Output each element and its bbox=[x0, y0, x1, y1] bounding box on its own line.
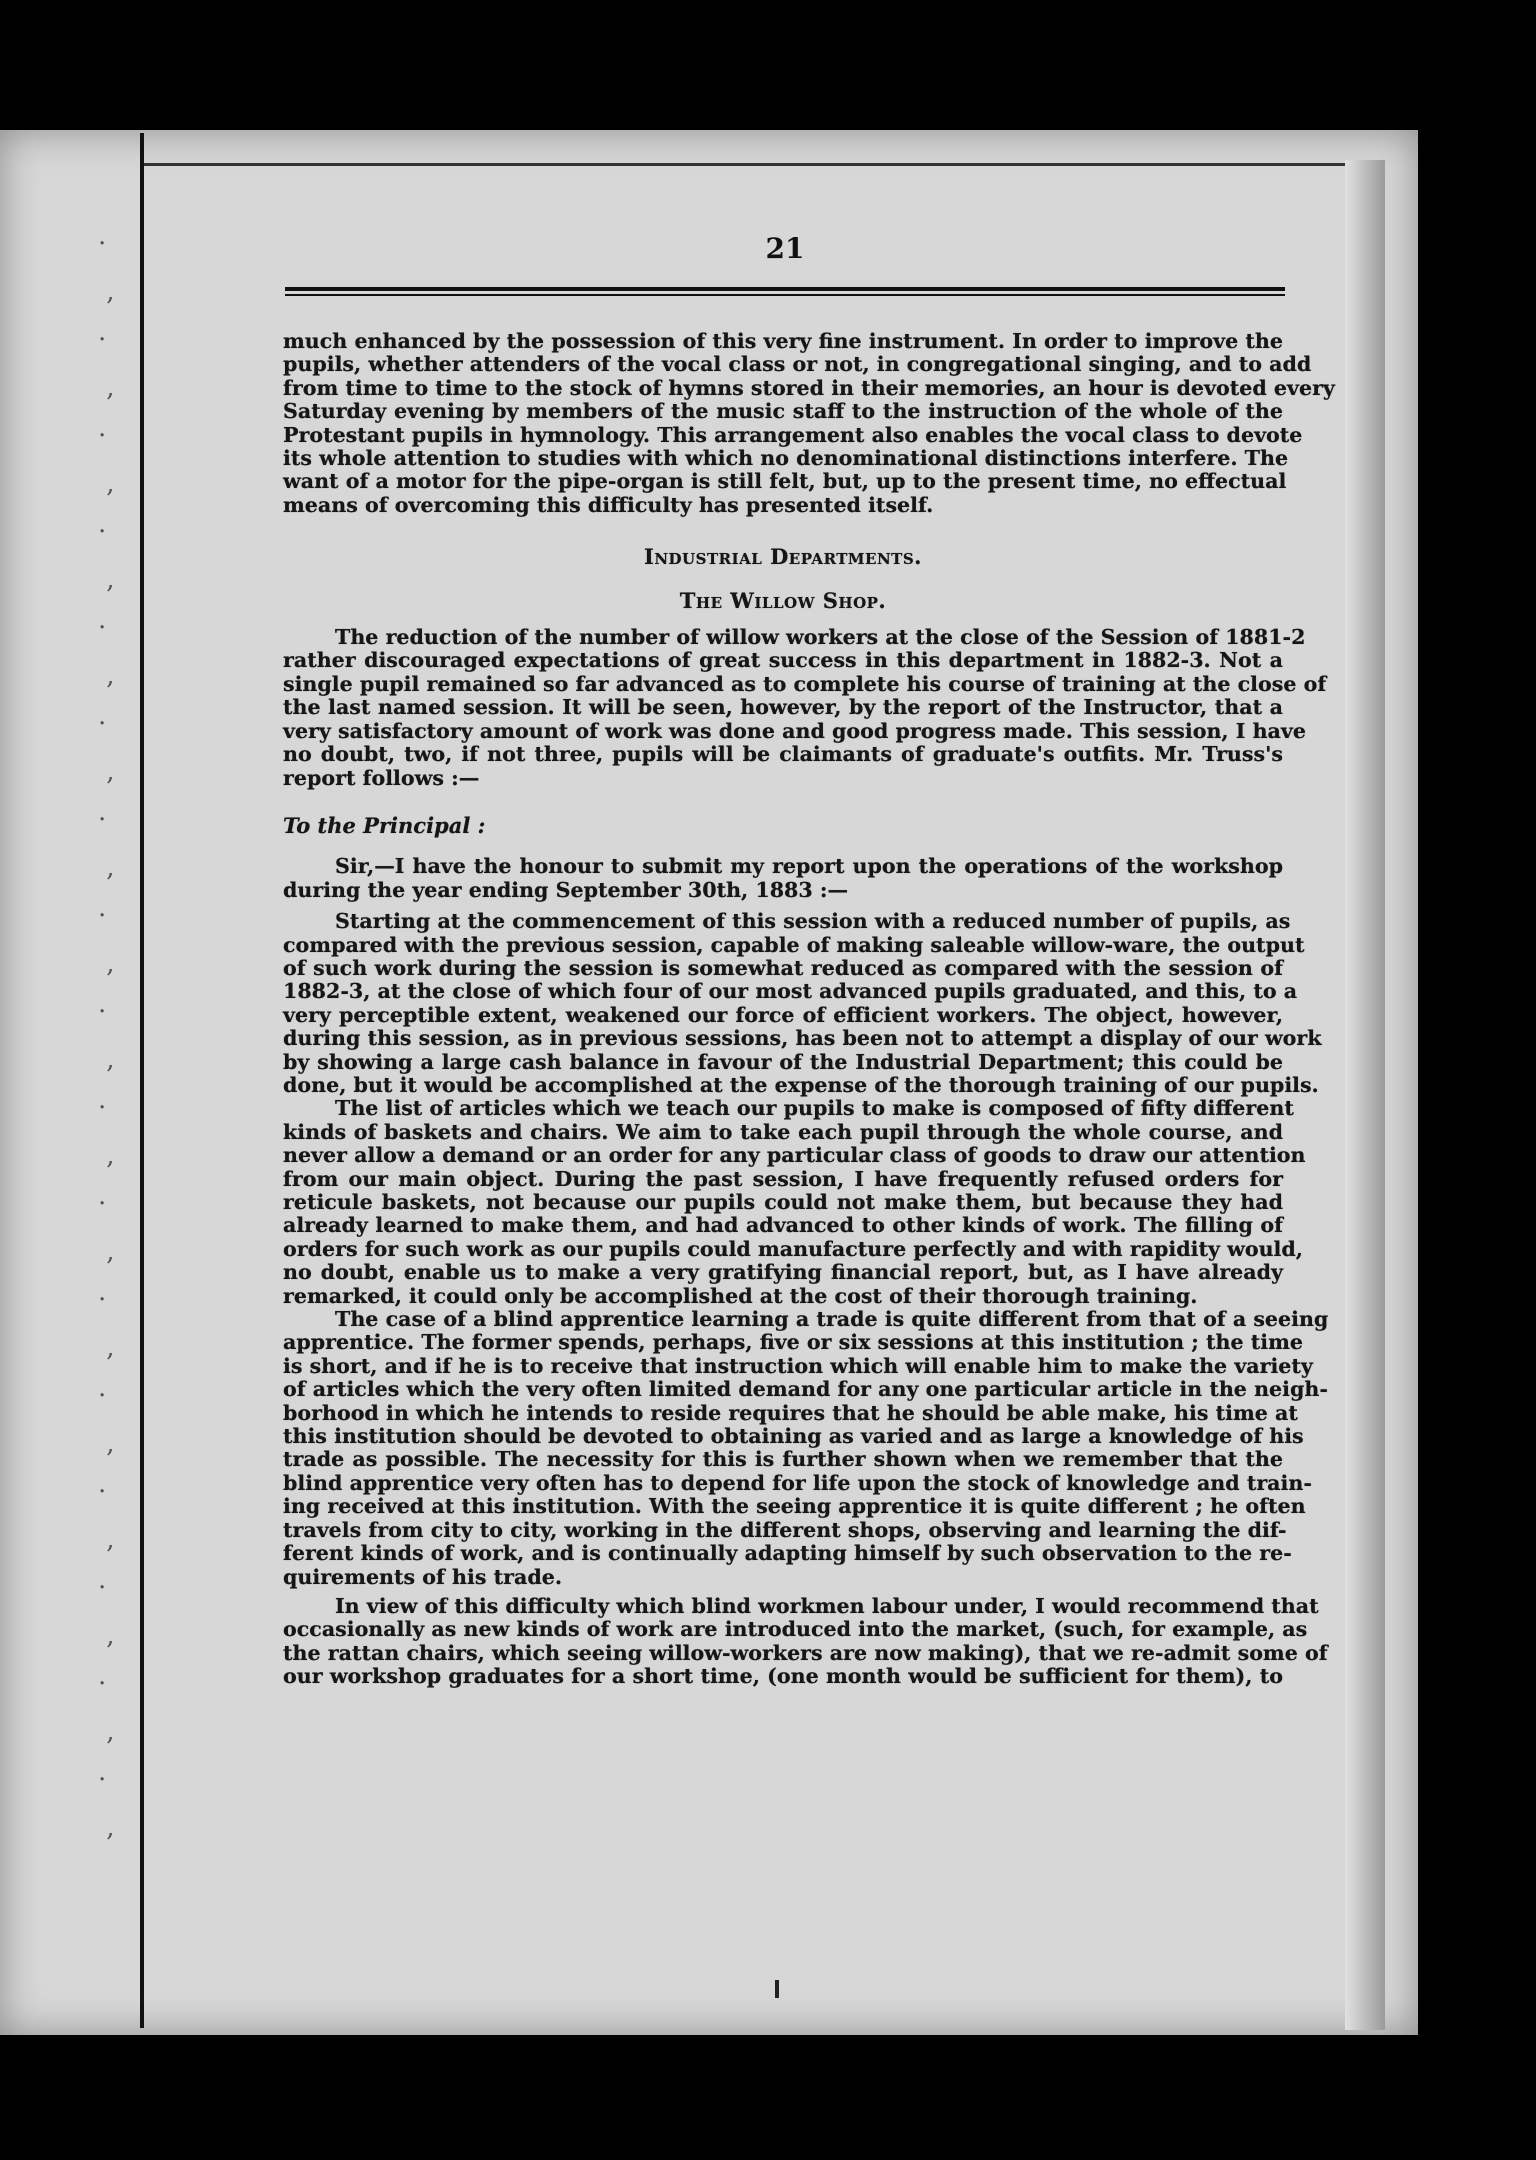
text-line: very perceptible extent, weakened our force of efficient workers. The object, however, bbox=[283, 1002, 1283, 1027]
text-line: travels from city to city, working in the different shops, observing and learning the dif- bbox=[283, 1517, 1287, 1542]
text-line: apprentice. The former spends, perhaps, five or six sessions at this institution ; the time bbox=[283, 1330, 1304, 1355]
text-line: of such work during the session is somewhat reduced as compared with the session of bbox=[283, 955, 1283, 980]
text-line: In view of this difficulty which blind workmen labour under, I would recommend that bbox=[335, 1593, 1319, 1618]
text-line: The case of a blind apprentice learning a trade is quite different from that of a seeing bbox=[335, 1307, 1329, 1332]
text-line: report follows :— bbox=[283, 765, 480, 790]
page-number: 21 bbox=[765, 232, 805, 265]
text-line: remarked, it could only be accomplished at the cost of their thorough training. bbox=[283, 1283, 1198, 1308]
text-line: very satisfactory amount of work was done and good progress made. This session, I have bbox=[283, 718, 1306, 743]
margin-stitch-marks: · , · , · , · , · , · , · , · , · , · , · , · , · , · , · , · , · , bbox=[98, 229, 115, 1843]
text-line: much enhanced by the possession of this very fine instrument. In order to improve the bbox=[283, 329, 1283, 353]
text-line: kinds of baskets and chairs. We aim to take each pupil through the whole course, and bbox=[283, 1119, 1283, 1144]
text-line: compared with the previous session, capable of making saleable willow-ware, the output bbox=[283, 932, 1305, 957]
text-line: want of a motor for the pipe-organ is still felt, but, up to the present time, no effectual bbox=[283, 469, 1287, 494]
text-line: occasionally as new kinds of work are introduced into the market, (such, for example, as bbox=[283, 1617, 1308, 1642]
text-line: its whole attention to studies with which no denominational distinctions interfere. The bbox=[283, 446, 1289, 471]
text-line: 1882-3, at the close of which four of our most advanced pupils graduated, and this, to a bbox=[283, 979, 1298, 1004]
text-line: quirements of his trade. bbox=[283, 1564, 562, 1589]
text-line: from our main object. During the past session, I have frequently refused orders for bbox=[283, 1166, 1283, 1191]
binding-edge bbox=[140, 133, 144, 2028]
bottom-printer-mark bbox=[775, 1980, 779, 1998]
text-line: Starting at the commencement of this session with a reduced number of pupils, as bbox=[335, 909, 1291, 934]
text-line: blind apprentice very often has to depend for life upon the stock of knowledge and train- bbox=[283, 1470, 1312, 1495]
text-line: reticule baskets, not because our pupils could not make them, but because they had bbox=[283, 1190, 1283, 1214]
text-line: the rattan chairs, which seeing willow-workers are now making), that we re-admit some of bbox=[283, 1640, 1328, 1665]
text-line: no doubt, enable us to make a very gratifying financial report, but, as I have already bbox=[283, 1260, 1283, 1285]
header-rule-thin bbox=[285, 294, 1285, 296]
text-line: our workshop graduates for a short time, (one month would be sufficient for them), to bbox=[283, 1664, 1283, 1689]
paragraph bbox=[283, 625, 1327, 790]
text-line: trade as possible. The necessity for this is further shown when we remember that the bbox=[283, 1447, 1283, 1472]
text-line: is short, and if he is to receive that instruction which will enable him to make the variety bbox=[283, 1353, 1313, 1378]
text-line: Sir,—I have the honour to submit my report upon the operations of the workshop bbox=[335, 854, 1283, 879]
text-line: by showing a large cash balance in favour of the Industrial Department; this could be bbox=[283, 1049, 1283, 1074]
text-line: borhood in which he intends to reside requires that he should be able make, his time at bbox=[283, 1400, 1298, 1425]
header-rule-thick bbox=[285, 287, 1285, 291]
subsection-heading: The Willow Shop. bbox=[679, 587, 887, 613]
text-line: already learned to make them, and had advanced to other kinds of work. The filling of bbox=[283, 1213, 1283, 1238]
page-right-shadow bbox=[1345, 160, 1385, 2030]
text-line: pupils, whether attenders of the vocal class or not, in congregational singing, and to add bbox=[283, 352, 1312, 377]
text-line: no doubt, two, if not three, pupils will be claimants of graduate's outfits. Mr. Truss's bbox=[283, 742, 1283, 767]
paragraph bbox=[283, 329, 1335, 517]
paragraph bbox=[283, 1593, 1328, 1689]
text-line: means of overcoming this difficulty has presented itself. bbox=[283, 492, 934, 517]
text-line: Protestant pupils in hymnology. This arrangement also enables the vocal class to devote bbox=[283, 422, 1303, 447]
text-line: rather discouraged expectations of great success in this department in 1882-3. Not a bbox=[283, 648, 1283, 673]
text-line: done, but it would be accomplished at the expense of the thorough training of our pupils. bbox=[283, 1072, 1319, 1097]
text-line: never allow a demand or an order for any particular class of goods to draw our attention bbox=[283, 1143, 1306, 1168]
text-line: orders for such work as our pupils could manufacture perfectly and with rapidity would, bbox=[283, 1236, 1303, 1261]
text-line: the last named session. It will be seen, however, by the report of the Instructor, that a bbox=[283, 695, 1283, 720]
paragraph bbox=[283, 1307, 1329, 1589]
text-line: single pupil remained so far advanced as to complete his course of training at the close of bbox=[283, 671, 1327, 696]
paragraph bbox=[283, 1096, 1306, 1308]
section-heading: Industrial Departments. bbox=[644, 544, 922, 570]
text-line: of articles which the very often limited demand for any one particular article in the neigh- bbox=[283, 1377, 1328, 1402]
text-line: ferent kinds of work, and is continually adapting himself by such observation to the re- bbox=[283, 1541, 1292, 1566]
text-line: during the year ending September 30th, 1883 :— bbox=[283, 877, 849, 902]
text-line: ing received at this institution. With the seeing apprentice it is quite different ; he often bbox=[283, 1494, 1306, 1519]
text-line: The reduction of the number of willow workers at the close of the Session of 1881-2 bbox=[335, 625, 1306, 650]
page-top-edge bbox=[140, 163, 1380, 166]
text-line: this institution should be devoted to obtaining as varied and as large a knowledge of his bbox=[283, 1424, 1304, 1449]
paragraph bbox=[283, 909, 1322, 1097]
text-line: from time to time to the stock of hymns stored in their memories, an hour is devoted every bbox=[283, 375, 1335, 400]
text-line: The list of articles which we teach our pupils to make is composed of fifty different bbox=[335, 1096, 1294, 1121]
paragraph bbox=[283, 855, 1283, 902]
text-line: during this session, as in previous sessions, has been not to attempt a display of our work bbox=[283, 1026, 1322, 1051]
text-line: Saturday evening by members of the music staff to the instruction of the whole of the bbox=[283, 399, 1283, 424]
letter-salutation: To the Principal : bbox=[283, 812, 486, 838]
page-body-text bbox=[283, 329, 1335, 1689]
